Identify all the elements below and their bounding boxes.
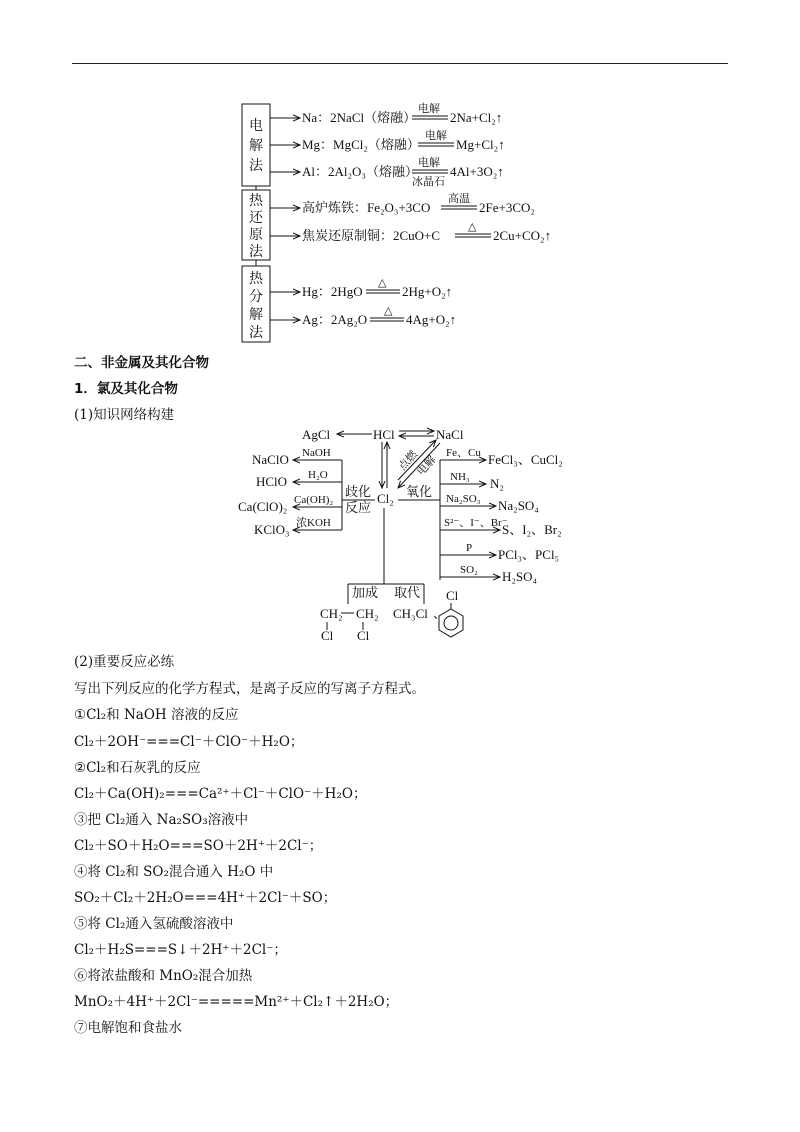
hcl-node: HCl [373, 427, 395, 442]
blast-furnace-equation: 高炉炼铁：Fe₂O₃+3CO [302, 200, 431, 215]
cl-b: Cl [357, 628, 370, 643]
electrolysis-net-label: 电解 [414, 453, 439, 479]
mg-product: Mg+Cl₂↑ [456, 137, 505, 152]
s-i2-br2-node: S、I₂、Br₂ [502, 522, 562, 537]
caoh2-reagent: Ca(OH)₂ [294, 494, 334, 506]
koh-reagent: 浓KOH [296, 517, 331, 529]
na-product: 2Na+Cl₂↑ [450, 110, 503, 125]
nacl-node: NaCl [436, 427, 464, 442]
na-equation: Na：2NaCl（熔融） [302, 110, 417, 125]
hg-condition: △ [378, 277, 387, 289]
thermal-reduction-label-2: 原 [249, 227, 263, 243]
reaction-1-question: ①Cl₂和 NaOH 溶液的反应 [74, 707, 239, 723]
al-equation: Al：2Al₂O₃（熔融） [302, 164, 418, 179]
coke-product: 2Cu+CO₂↑ [493, 228, 552, 243]
thermal-decomp-label-3: 法 [249, 325, 263, 341]
ch2-left: CH₂ [320, 606, 343, 621]
coke-equation: 焦炭还原制铜：2CuO+C [302, 228, 441, 243]
na2so3-reagent: Na₂SO₃ [446, 493, 481, 505]
kclo3-node: KClO₃ [254, 522, 290, 537]
al-product: 4Al+3O₂↑ [450, 164, 504, 179]
comma-sep: 、 [433, 606, 447, 621]
reaction-2-answer: Cl₂＋Ca(OH)₂===Ca²⁺＋Cl⁻＋ClO⁻＋H₂O； [74, 786, 367, 802]
reaction-3-answer: Cl₂＋SO＋H₂O===SO＋2H⁺＋2Cl⁻； [74, 838, 323, 854]
chlorine-network [238, 427, 563, 643]
na-condition: 电解 [418, 103, 440, 115]
electrolysis-label-0: 电 [249, 118, 263, 134]
ch2-right: CH₂ [356, 606, 379, 621]
thermal-decomp-label-0: 热 [249, 271, 263, 287]
thermal-decomp-label-1: 分 [249, 289, 263, 305]
electrolysis-label-2: 法 [249, 158, 263, 174]
na2so4-node: Na₂SO₄ [498, 498, 539, 513]
h2o-reagent: H₂O [308, 469, 328, 481]
p-reagent: P [466, 542, 473, 554]
reaction-6-answer: MnO₂＋4H⁺＋2Cl⁻=====Mn²⁺＋Cl₂↑＋2H₂O； [74, 994, 399, 1010]
instruction: 写出下列反应的化学方程式，是离子反应的写离子方程式。 [74, 681, 425, 697]
pcl-node: PCl₃、PCl₅ [498, 547, 560, 562]
caclo2-node: Ca(ClO)₂ [238, 499, 288, 514]
naclo-node: NaClO [252, 452, 289, 467]
part1-heading: (1)知识网络构建 [74, 407, 175, 423]
fe-cu-reagent: Fe、Cu [446, 447, 481, 459]
thermal-reduction-label-0: 热 [249, 193, 263, 209]
reaction-4-answer: SO₂＋Cl₂＋2H₂O===4H⁺＋2Cl⁻＋SO； [74, 890, 337, 906]
cl2-node: Cl₂ [377, 491, 394, 506]
oxidize-label: 氧化 [406, 484, 433, 499]
ag-condition: △ [384, 305, 393, 317]
ignite-label: 点燃 [396, 448, 421, 474]
subsection-title: 1．氯及其化合物 [74, 381, 178, 397]
so2-reagent: SO₂ [460, 564, 478, 576]
reaction-5-question: ⑤将 Cl₂通入氢硫酸溶液中 [74, 916, 234, 932]
cl-a: Cl [321, 628, 334, 643]
h2so4-node: H₂SO₄ [502, 569, 538, 584]
blast-furnace-product: 2Fe+3CO₂ [479, 200, 535, 215]
naoh-reagent: NaOH [302, 447, 331, 459]
section-title: 二、非金属及其化合物 [74, 355, 209, 371]
fecl3-node: FeCl₃、CuCl₂ [488, 452, 563, 467]
mg-condition: 电解 [425, 130, 447, 142]
electrolysis-label-1: 解 [249, 138, 263, 154]
hg-equation: Hg：2HgO [302, 284, 363, 299]
disp-label-1: 歧化 [345, 484, 372, 499]
ch3cl-node: CH₃Cl [393, 606, 428, 621]
reaction-1-answer: Cl₂＋2OH⁻===Cl⁻＋ClO⁻＋H₂O； [74, 734, 304, 750]
addition-label: 加成 [352, 585, 379, 600]
hclo-node: HClO [256, 474, 288, 489]
ag-equation: Ag：2Ag₂O [302, 312, 368, 327]
reaction-4-question: ④将 Cl₂和 SO₂混合通入 H₂O 中 [74, 864, 274, 880]
al-catalyst: 冰晶石 [412, 176, 445, 188]
blast-furnace-condition: 高温 [448, 193, 470, 205]
ions-reagent: S²⁻、I⁻、Br⁻ [444, 517, 508, 529]
part2-heading: (2)重要反应必练 [74, 654, 175, 670]
benzene-cl: Cl [446, 588, 459, 603]
al-condition: 电解 [418, 157, 440, 169]
reaction-2-question: ②Cl₂和石灰乳的反应 [74, 760, 201, 776]
reaction-6-question: ⑥将浓盐酸和 MnO₂混合加热 [74, 968, 253, 984]
n2-node: N₂ [490, 476, 504, 491]
thermal-reduction-label-3: 法 [249, 244, 263, 260]
nh3-reagent: NH₃ [450, 471, 470, 483]
hg-product: 2Hg+O₂↑ [402, 284, 453, 299]
substitution-label: 取代 [394, 585, 421, 600]
ag-product: 4Ag+O₂↑ [406, 312, 457, 327]
thermal-decomp-label-2: 解 [249, 307, 263, 323]
reaction-5-answer: Cl₂＋H₂S===S↓＋2H⁺＋2Cl⁻； [74, 942, 287, 958]
reaction-3-question: ③把 Cl₂通入 Na₂SO₃溶液中 [74, 812, 249, 828]
disp-label-2: 反应 [345, 500, 372, 515]
mg-equation: Mg：MgCl₂（熔融） [302, 137, 420, 152]
reaction-7-question: ⑦电解饱和食盐水 [74, 1020, 182, 1036]
agcl-node: AgCl [302, 427, 331, 442]
thermal-reduction-label-1: 还 [249, 210, 263, 226]
coke-condition: △ [468, 221, 477, 233]
